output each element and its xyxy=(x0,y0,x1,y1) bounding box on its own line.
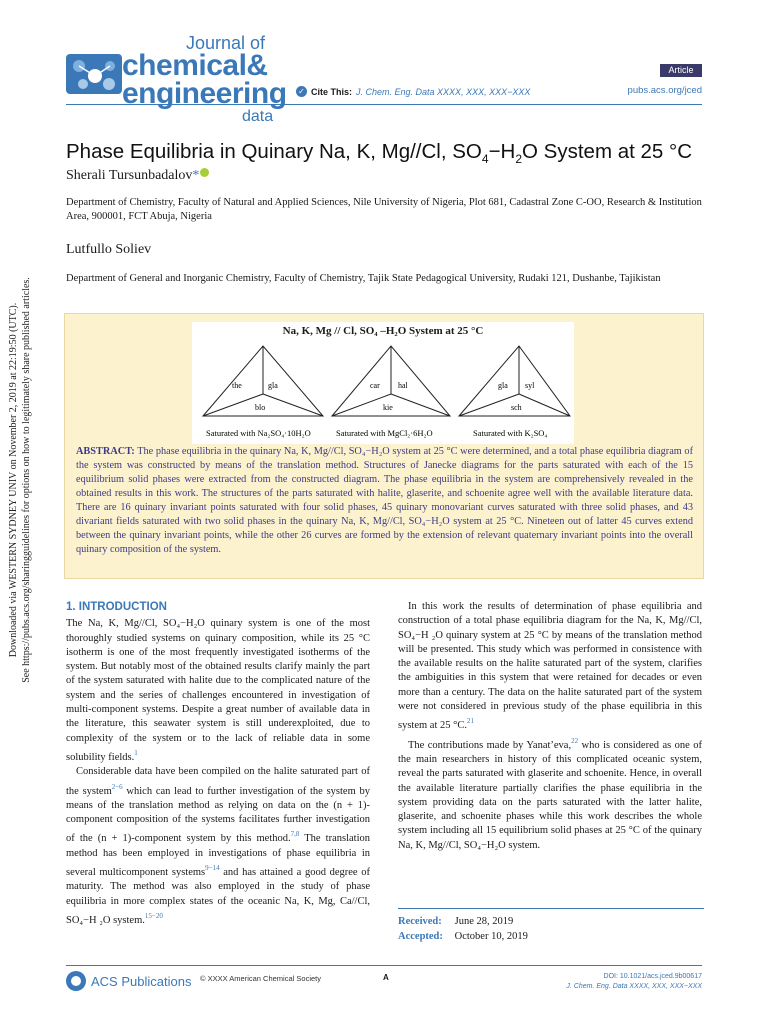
section-heading-introduction: 1. INTRODUCTION xyxy=(66,601,167,613)
intro-paragraph-2-text-d: and has attained a good degree of maturity. The method was also employed in the study of phase equilibria in more complex states of the oceanic Na, K, Mg, Ca//Cl, SO₄−H ₂O system. xyxy=(66,867,370,926)
footer-citation: J. Chem. Eng. Data XXXX, XXX, XXX−XXX xyxy=(566,983,702,990)
download-stamp-line2[interactable]: See https://pubs.acs.org/sharingguidelines for options on how to legitimately share published articles. xyxy=(20,277,32,683)
download-stamp-line1: Downloaded via WESTERN SYDNEY UNIV on November 2, 2019 at 22:19:50 (UTC). xyxy=(8,302,19,658)
intro-paragraph-3 xyxy=(398,600,702,734)
diagram-1-top-left: the xyxy=(232,381,242,390)
diagram-3-top-right: syl xyxy=(525,381,535,390)
journal-wordmark-line1: Journal of xyxy=(186,33,266,53)
abstract-text: The phase equilibria in the quinary Na, K, Mg//Cl, SO₄−H₂O system at 25 °C were determined, and a total phase equilibria diagram of the system was constructed by means of the translation method. Structures of Janecke diagrams for the parts saturated with each of the 15 equilibrium solid phases were extracted from the constructed diagram. The phase equilibria in the system are comprehensively revealed in the obtained results in this work. The structures of the parts saturated with halite, glaserite, and schoenite agree well with the available literature data. There are 16 quinary invariant points saturated with four solid phases, 45 quinary monovariant curves saturated with three solid phases, and 43 divariant fields saturated with two solid phases in the quinary Na, K, Mg//Cl, SO₄−H₂O system at 25 °C. Nineteen out of latter 45 curves extend between the quinary invariant points, while the other 26 curves are formed by the extension of relevant quaternary invariant points into the overall quinary composition of the system. xyxy=(76,446,694,555)
cite-this[interactable] xyxy=(296,86,530,97)
diagram-2-bottom: kie xyxy=(383,403,393,412)
journal-wordmark-line3: engineering xyxy=(122,77,287,110)
received-label: Received: xyxy=(398,916,442,927)
corresponding-author-mark[interactable]: * xyxy=(192,168,200,183)
intro-paragraph-2-text-b: which can lead to further investigation of the system by means of the translation method as relying on data on the (n + 1)-component composition of the systems facilitates further investigation of the (n + 1)-component system by this method. xyxy=(66,785,370,845)
article-title-part1: Phase Equilibria in Quinary Na, K, Mg//Cl, SO xyxy=(66,140,482,163)
publication-dates xyxy=(398,914,528,944)
abstract-label: ABSTRACT: xyxy=(76,446,135,457)
author-2-name[interactable]: Lutfullo Soliev xyxy=(66,242,152,257)
journal-logo[interactable] xyxy=(66,33,296,125)
intro-paragraph-4-text-a: The contributions made by Yanat’eva, xyxy=(408,739,572,751)
author-2 xyxy=(66,242,151,258)
diagram-2-top-right: hal xyxy=(398,381,408,390)
toc-graphic[interactable] xyxy=(192,322,574,444)
diagram-1-top-right: gla xyxy=(268,381,278,390)
author-1 xyxy=(66,168,209,184)
intro-paragraph-2-text-a: Considerable data have been compiled on the halite saturated part of the system xyxy=(66,766,370,797)
intro-paragraph-2-text-c: The translation method has been employed in investigations of phase equilibria in several multicomponent systems xyxy=(66,833,370,879)
checkmark-icon: ✓ xyxy=(296,86,307,97)
article-title-sub1: 4 xyxy=(481,152,489,167)
download-stamp xyxy=(8,270,33,690)
citation-link[interactable]: 7,8 xyxy=(290,830,300,839)
journal-wordmark-line4: data xyxy=(242,108,274,125)
author-1-name[interactable]: Sherali Tursunbadalov xyxy=(66,168,193,183)
citation-link[interactable]: 2−6 xyxy=(111,782,123,791)
citation-link[interactable]: 22 xyxy=(571,736,579,745)
citation-link[interactable]: 9−14 xyxy=(205,864,220,873)
cite-label: Cite This: xyxy=(311,86,353,97)
diagram-3-top-left: gla xyxy=(498,381,508,390)
diagram-2-caption: Saturated with MgCl₂·6H₂O xyxy=(336,428,433,438)
article-type-badge: Article xyxy=(660,64,702,77)
page-number: A xyxy=(383,973,389,982)
toc-triangles xyxy=(192,322,574,444)
citation-link[interactable]: 1 xyxy=(134,748,138,757)
acs-publications-label: ACS Publications xyxy=(91,973,192,989)
diagram-2-top-left: car xyxy=(370,381,380,390)
footer-divider xyxy=(66,965,702,966)
body-column-right xyxy=(398,600,702,853)
diagram-1-caption: Saturated with Na₂SO₄·10H₂O xyxy=(206,428,311,438)
acs-emblem-icon xyxy=(66,971,86,991)
footer-doi-block xyxy=(566,972,702,992)
janecke-diagram-3 xyxy=(459,346,570,438)
article-title-part3: O System at 25 °C xyxy=(522,140,693,163)
diagram-3-bottom: sch xyxy=(511,403,522,412)
intro-paragraph-1-text: The Na, K, Mg//Cl, SO₄−H₂O quinary system is one of the most thoroughly studied systems on quinary composition, while its 25 °C isotherm is one of the most frequently investigated isotherms of the system. But notably most of the obtained results clarify mainly the part of the system saturated with halite due to the complicated nature of the system and the series of challenges encountered in investigation of multi-component systems. Despite a great number of available data in the literature, this seawater system is still underexploited, due to complexity of the system or to the lack of reliable data in some solubility fields. xyxy=(66,618,370,763)
diagram-1-bottom: blo xyxy=(255,403,266,412)
janecke-diagram-1 xyxy=(203,346,323,438)
intro-paragraph-4 xyxy=(398,734,702,853)
journal-url-link[interactable]: pubs.acs.org/jced xyxy=(627,85,702,96)
janecke-diagram-2 xyxy=(332,346,450,438)
citation-link[interactable]: 21 xyxy=(466,717,474,726)
accepted-label: Accepted: xyxy=(398,931,443,942)
article-title xyxy=(66,140,726,166)
received-date-row xyxy=(398,914,528,929)
author-1-affiliation: Department of Chemistry, Faculty of Natural and Applied Sciences, Nile University of Nigeria, Plot 681, Cadastral Zone C-OO, Research & Institution Area, 900001, FCT Abuja, Nigeria xyxy=(66,197,702,222)
toc-title: Na, K, Mg // Cl, SO₄ –H₂O System at 25 °C xyxy=(282,325,484,337)
orcid-icon[interactable] xyxy=(200,168,209,177)
accepted-date-row xyxy=(398,929,528,944)
journal-emblem-icon xyxy=(66,54,122,94)
acs-publications-logo[interactable] xyxy=(66,971,191,991)
copyright-notice: © XXXX American Chemical Society xyxy=(200,974,321,983)
doi-link[interactable]: DOI: 10.1021/acs.jced.9b00617 xyxy=(603,973,702,980)
intro-paragraph-4-text-b: who is considered as one of the main researchers in history of this complicated oceanic system, reveal the parts saturated with glaserite and schoenite. Hence, in overall the available literature partially clarifies the phase equilibria in the system providing data on the parts saturated with the latter halite, glaserite, and schoenite phases while this work describes the whole system including all 15 equilibrium solid phases at 25 °C of the quinary Na, K, Mg//Cl, SO₄−H₂O system. xyxy=(398,739,702,851)
diagram-3-caption: Saturated with K₂SO₄ xyxy=(473,428,548,438)
intro-paragraph-2 xyxy=(66,765,370,928)
dates-divider xyxy=(398,908,704,909)
article-title-sub2: 2 xyxy=(515,152,523,167)
intro-paragraph-1 xyxy=(66,617,370,765)
header-divider xyxy=(66,104,702,105)
cite-reference-link[interactable]: J. Chem. Eng. Data XXXX, XXX, XXX−XXX xyxy=(356,86,531,97)
body-column-left xyxy=(66,600,370,928)
received-date: June 28, 2019 xyxy=(454,916,514,927)
author-2-affiliation: Department of General and Inorganic Chemistry, Faculty of Chemistry, Tajik State Pedagogical University, Rudaki 121, Dushanbe, Tajikistan xyxy=(66,273,661,284)
abstract xyxy=(76,445,693,557)
journal-wordmark-line2: chemical& xyxy=(122,49,268,82)
article-title-part2: −H xyxy=(488,140,516,163)
intro-paragraph-3-text: In this work the results of determination of phase equilibria and construction of a total phase equilibria diagram for the Na, K, Mg//Cl, SO₄−H ₂O quinary system at 25 °C by means of the translation method will be presented. This study which was performed in consistence with the available results on the halite saturated part of the system, clarifies the ambiguities in this system that were retained for decades or even more than a century. The data on the halite saturated part of the system were not considered in previous study of the phase equilibria in this system at 25 °C. xyxy=(398,601,702,732)
citation-link[interactable]: 15−20 xyxy=(144,911,163,920)
accepted-date: October 10, 2019 xyxy=(454,931,528,942)
